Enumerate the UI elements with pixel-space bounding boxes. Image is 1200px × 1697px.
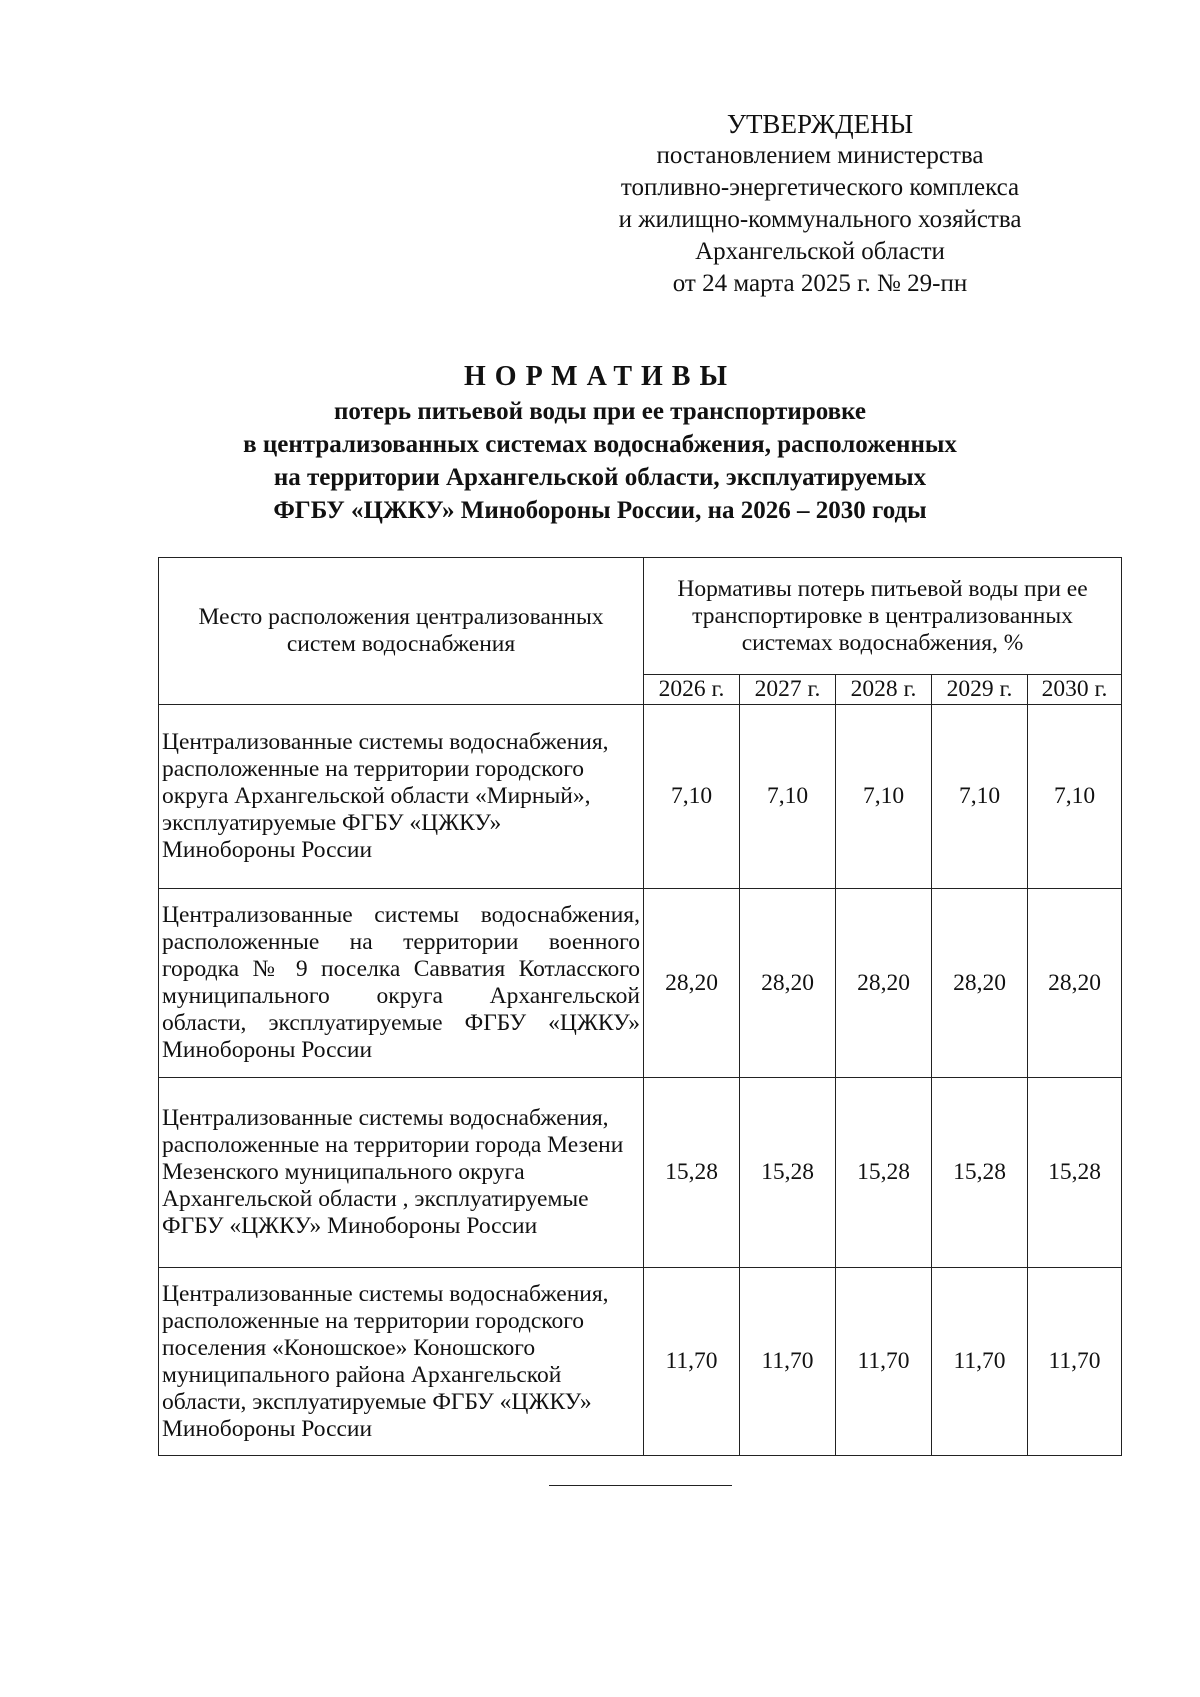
table-row <box>159 1078 1122 1268</box>
year-header: 2027 г. <box>740 675 836 705</box>
approval-line: постановлением министерства <box>656 142 984 169</box>
value-cell: 11,70 <box>740 1268 836 1456</box>
place-cell: Централизованные системы водоснабжения, расположенные на территории городского округа Архангельской области «Мирный», эксплуатируемые ФГБУ «ЦЖКУ» Минобороны России <box>159 705 644 889</box>
value-cell: 7,10 <box>932 705 1028 889</box>
approval-line: Архангельской области <box>695 238 945 265</box>
year-header: 2030 г. <box>1028 675 1122 705</box>
approval-line: от 24 марта 2025 г. № 29-пн <box>672 270 968 297</box>
approval-line: топливно-энергетического комплекса <box>620 174 1020 201</box>
place-column-header: Место расположения централизованных систем водоснабжения <box>159 558 644 705</box>
value-cell: 11,70 <box>1028 1268 1122 1456</box>
value-cell: 15,28 <box>836 1078 932 1268</box>
closing-rule <box>549 1485 732 1486</box>
value-cell: 11,70 <box>644 1268 740 1456</box>
table-row <box>159 705 1122 889</box>
title-line: потерь питьевой воды при ее транспортировке <box>334 398 866 425</box>
norms-table <box>158 557 1122 1456</box>
approval-line: и жилищно-коммунального хозяйства <box>618 206 1022 233</box>
place-cell: Централизованные системы водоснабжения, расположенные на территории военного городка № 9 поселка Савватия Котласского муниципального округа Архангельской области, эксплуатируемые ФГБУ «ЦЖКУ» Минобороны России <box>159 889 644 1078</box>
title-line: в централизованных системах водоснабжения, расположенных <box>243 431 957 458</box>
value-cell: 7,10 <box>1028 705 1122 889</box>
value-cell: 11,70 <box>836 1268 932 1456</box>
value-cell: 28,20 <box>740 889 836 1078</box>
document-title <box>100 360 1100 527</box>
value-cell: 28,20 <box>644 889 740 1078</box>
value-cell: 15,28 <box>932 1078 1028 1268</box>
table-row <box>159 1268 1122 1456</box>
value-cell: 15,28 <box>1028 1078 1122 1268</box>
year-header: 2026 г. <box>644 675 740 705</box>
value-cell: 11,70 <box>932 1268 1028 1456</box>
value-cell: 15,28 <box>740 1078 836 1268</box>
table-header-row <box>159 558 1122 675</box>
title-main: НОРМАТИВЫ <box>464 361 736 392</box>
norms-column-header: Нормативы потерь питьевой воды при ее транспортировке в централизованных системах водоснабжения, % <box>644 558 1122 675</box>
value-cell: 7,10 <box>740 705 836 889</box>
value-cell: 15,28 <box>644 1078 740 1268</box>
title-line: на территории Архангельской области, эксплуатируемых <box>273 464 927 491</box>
place-cell: Централизованные системы водоснабжения, расположенные на территории города Мезени Мезенского муниципального округа Архангельской области , эксплуатируемые ФГБУ «ЦЖКУ» Минобороны России <box>159 1078 644 1268</box>
value-cell: 7,10 <box>836 705 932 889</box>
approval-block <box>560 108 1080 300</box>
year-header: 2029 г. <box>932 675 1028 705</box>
approval-heading: УТВЕРЖДЕНЫ <box>726 109 914 139</box>
place-cell: Централизованные системы водоснабжения, расположенные на территории городского поселения «Коношское» Коношского муниципального района Архангельской области, эксплуатируемые ФГБУ «ЦЖКУ» Минобороны России <box>159 1268 644 1456</box>
value-cell: 28,20 <box>836 889 932 1078</box>
title-line: ФГБУ «ЦЖКУ» Минобороны России, на 2026 – 2030 годы <box>273 497 927 524</box>
value-cell: 7,10 <box>644 705 740 889</box>
year-header: 2028 г. <box>836 675 932 705</box>
value-cell: 28,20 <box>932 889 1028 1078</box>
table-row <box>159 889 1122 1078</box>
value-cell: 28,20 <box>1028 889 1122 1078</box>
